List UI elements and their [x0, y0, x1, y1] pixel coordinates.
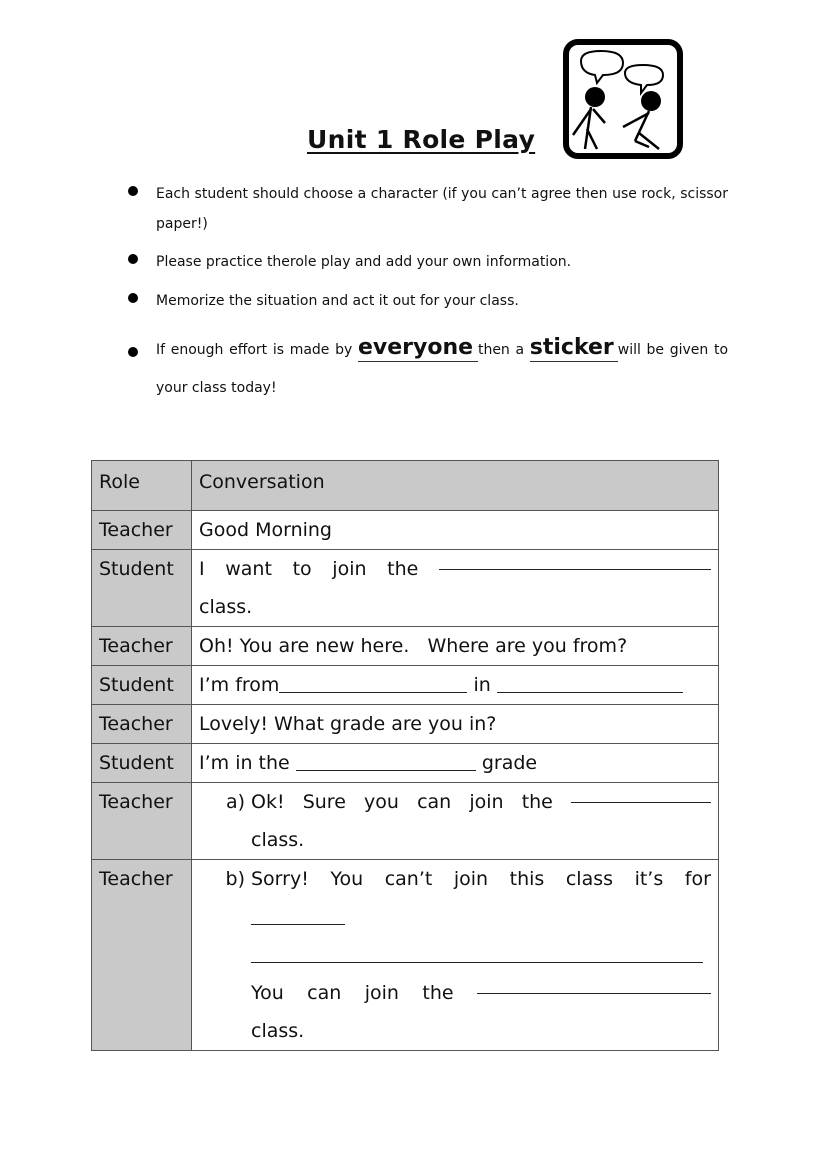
answer-blank[interactable]: [439, 550, 711, 570]
table-row: Teacher b) Sorry! You can’t join this class it’s for You can join the class.: [92, 860, 719, 1051]
emphasis-sticker: sticker: [530, 335, 618, 362]
bullet-icon: [128, 293, 138, 303]
column-header-conversation: Conversation: [192, 461, 719, 511]
table-row: Teacher Good Morning: [92, 511, 719, 550]
answer-blank[interactable]: [251, 943, 703, 963]
bullet-icon: [128, 347, 138, 357]
emphasis-everyone: everyone: [358, 335, 478, 362]
table-header: [92, 461, 719, 511]
answer-blank[interactable]: [279, 673, 467, 693]
table-row: Teacher a) Ok! Sure you can join the class.: [92, 783, 719, 860]
answer-blank[interactable]: [477, 974, 711, 994]
answer-blank[interactable]: [251, 905, 345, 925]
two-people-talking-icon: [563, 39, 683, 159]
conversation-table: [91, 460, 719, 1051]
table-row: Student I want to join the class.: [92, 550, 719, 627]
table-row: Student I’m in the grade: [92, 744, 719, 783]
page-title: Unit 1 Role Play: [307, 125, 536, 154]
answer-blank[interactable]: [497, 673, 683, 693]
answer-blank[interactable]: [571, 783, 711, 803]
answer-blank[interactable]: [296, 751, 476, 771]
column-header-role: Role: [92, 461, 192, 511]
bullet-icon: [128, 186, 138, 196]
table-row: Student I’m from in: [92, 666, 719, 705]
table-row: Teacher Lovely! What grade are you in?: [92, 705, 719, 744]
bullet-icon: [128, 254, 138, 264]
table-row: Teacher Oh! You are new here. Where are you from?: [92, 627, 719, 666]
